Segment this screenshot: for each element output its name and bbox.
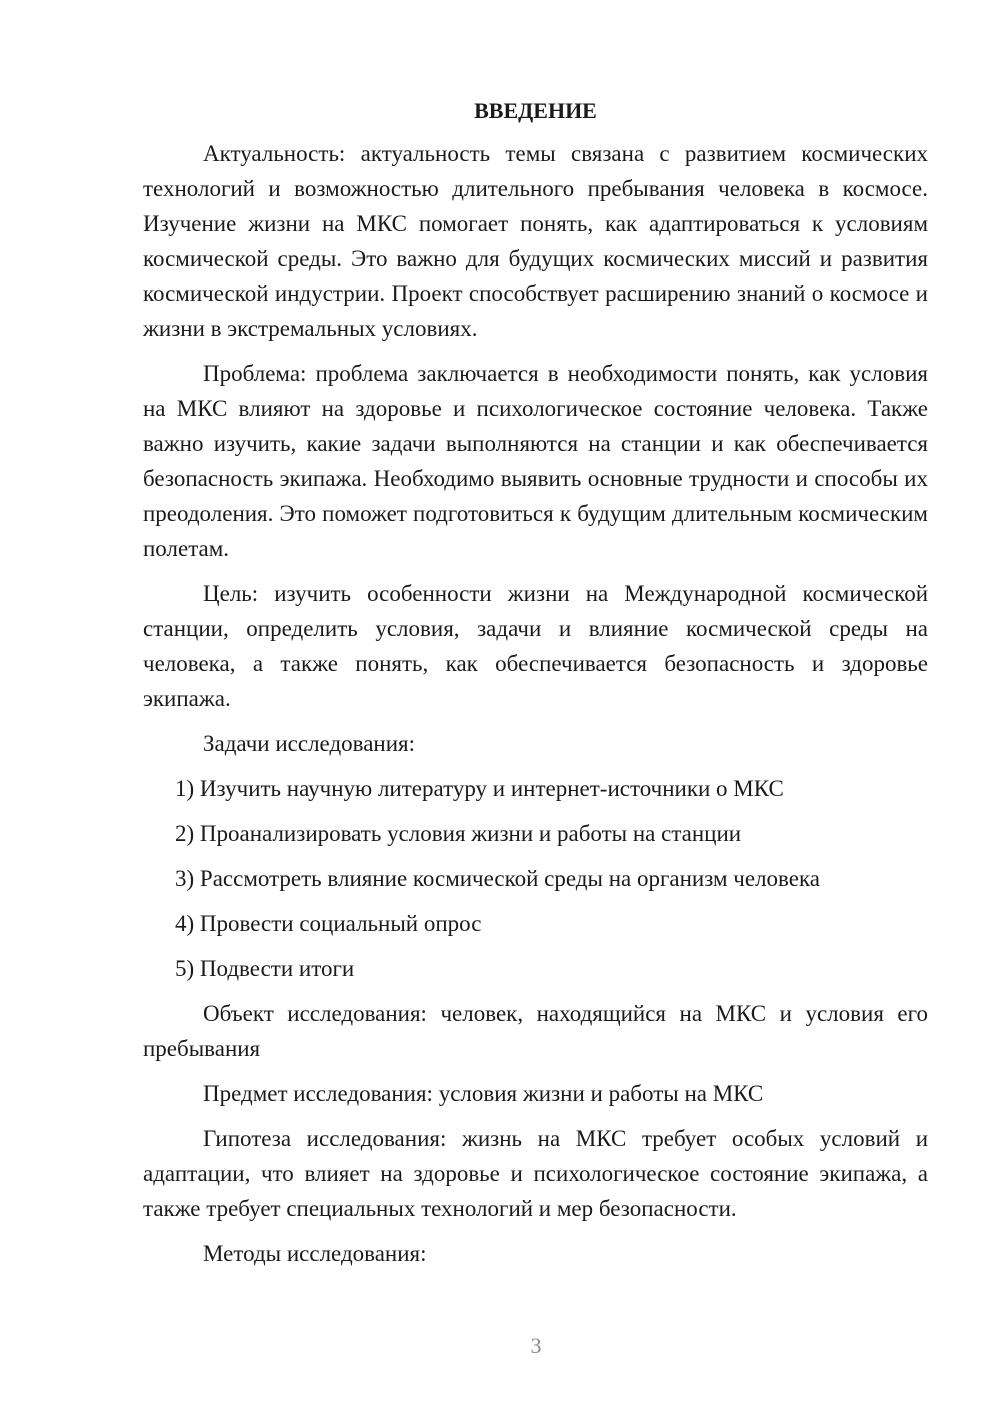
- page-content: [143, 92, 928, 1281]
- paragraph-problem: Проблема: проблема заключается в необходимости понять, как условия на МКС влияют на здоровье и психологическое состояние человека. Также важно изучить, какие задачи выполняются на станции и как обеспечивается безопасность экипажа. Необходимо выявить основные трудности и способы их преодоления. Это поможет подготовиться к будущим длительным космическим полетам.: [143, 361, 928, 561]
- paragraph-relevance: Актуальность: актуальность темы связана с развитием космических технологий и возможностью длительного пребывания человека в космосе. Изучение жизни на МКС помогает понять, как адаптироваться к условиям космической среды. Это важно для будущих космических миссий и развития космической индустрии. Проект способствует расширению знаний о космосе и жизни в экстремальных условиях.: [143, 141, 928, 341]
- paragraph-methods: Методы исследования:: [203, 1241, 427, 1266]
- page-number: 3: [530, 1333, 542, 1358]
- list-item: 1) Изучить научную литературу и интернет-источники о МКС: [175, 776, 784, 801]
- paragraph-subject: Предмет исследования: условия жизни и работы на МКС: [203, 1081, 764, 1106]
- paragraph-tasks-heading: Задачи исследования:: [203, 731, 416, 756]
- list-item: 3) Рассмотреть влияние космической среды на организм человека: [175, 866, 821, 891]
- paragraph-hypothesis: Гипотеза исследования: жизнь на МКС требует особых условий и адаптации, что влияет на здоровье и психологическое состояние экипажа, а также требует специальных технологий и мер безопасности.: [143, 1126, 928, 1221]
- list-item: 5) Подвести итоги: [175, 956, 355, 981]
- section-title: ВВЕДЕНИЕ: [474, 98, 597, 123]
- paragraph-goal: Цель: изучить особенности жизни на Международной космической станции, определить условия, задачи и влияние космической среды на человека, а также понять, как обеспечивается безопасность и здоровье экипажа.: [143, 581, 928, 711]
- paragraph-object: Объект исследования: человек, находящийся на МКС и условия его пребывания: [143, 1001, 928, 1061]
- tasks-list: [143, 771, 928, 986]
- list-item: 4) Провести социальный опрос: [175, 911, 482, 936]
- list-item: 2) Проанализировать условия жизни и работы на станции: [175, 821, 742, 846]
